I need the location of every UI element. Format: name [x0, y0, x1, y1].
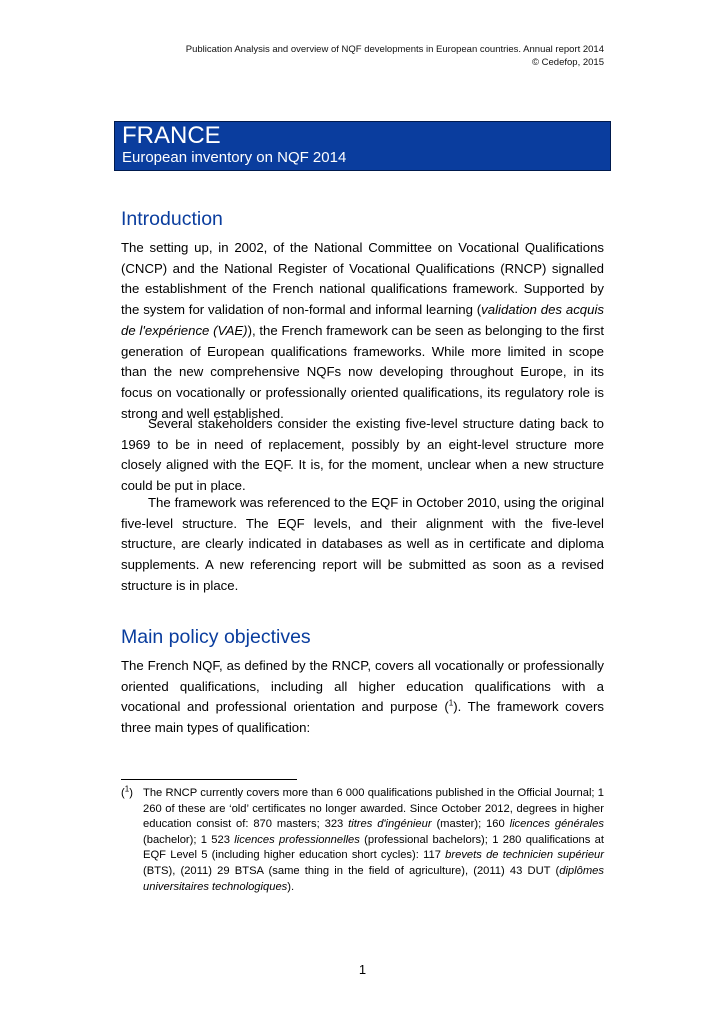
- intro-p1-text-a: The setting up, in 2002, of the National Committee on Vocational Qualifications (CNCP) and the National Register of Vocational Qualifications (RNCP) signalled the establishment of the French national qualifications framework. Supported by the system for validation of non-formal and informal learning (: [121, 240, 604, 318]
- footnote-separator: [121, 779, 297, 780]
- running-header: [186, 43, 604, 69]
- intro-p1-text-b: ), the French framework can be seen as belonging to the first generation of European qualifications frameworks. While more limited in scope than the new comprehensive NQFs now developing throughout Europe, in its focus on vocationally or professionally oriented qualifications, its regulatory role is strong and well established.: [121, 322, 605, 421]
- policy-p1-text-b: ). The framework covers three main types of qualification:: [121, 699, 604, 736]
- footnote-marker: ($^1$): [121, 784, 133, 799]
- country-title: FRANCE: [122, 122, 221, 149]
- banner-subtitle: European inventory on NQF 2014: [122, 149, 347, 166]
- country-banner: [114, 121, 611, 171]
- footnote-text: The RNCP currently covers more than 6 000 qualifications published in the Official Journal; 1 260 of these are ‘old’ certificates no longer awarded. Since October 2012, degrees in higher education consist of: 870 masters; 323 titres d'ingénieur (master); 160 licences générales (bachelor); 1 523 licences professionnelles (professional bachelors); 1 280 qualifications at EQF Level 5 (including higher education short cycles): 117 brevets de technicien supérieur (BTS), (2011) 29 BTSA (same thing in the field of agriculture), (2011) 43 DUT (diplômes universitaires technologiques).: [143, 787, 605, 893]
- page-number: 1: [358, 962, 367, 977]
- policy-paragraph-1: [121, 656, 604, 739]
- intro-paragraph-2: Several stakeholders consider the existing five-level structure dating back to 1969 to be in need of replacement, possibly by an eight-level structure more closely aligned with the EQF. It is, for the moment, unclear when a new structure could be put in place.: [121, 416, 604, 494]
- intro-paragraph-1: [121, 238, 604, 424]
- policy-p1-text-a: The French NQF, as defined by the RNCP, covers all vocationally or professionally oriented qualifications, including all higher education qualifications with a vocational and professional orientation and purpose (: [121, 658, 604, 715]
- policy-objectives-heading: Main policy objectives: [121, 626, 311, 648]
- intro-paragraph-3: The framework was referenced to the EQF in October 2010, using the original five-level structure. The EQF levels, and their alignment with the five-level structure, are clearly indicated in databases as well as in certificate and diploma supplements. A new referencing report will be submitted as soon as a revised structure is in place.: [121, 495, 604, 593]
- header-publication-title: Publication Analysis and overview of NQF developments in European countries. Annual report 2014: [185, 44, 604, 55]
- introduction-heading: Introduction: [121, 208, 223, 230]
- footnote-reference[interactable]: 1: [448, 699, 454, 709]
- footnote-1: [121, 786, 604, 895]
- intro-p1-emphasis: validation des acquis de l'expérience (VAE): [121, 302, 604, 338]
- header-copyright: © Cedefop, 2015: [532, 57, 604, 68]
